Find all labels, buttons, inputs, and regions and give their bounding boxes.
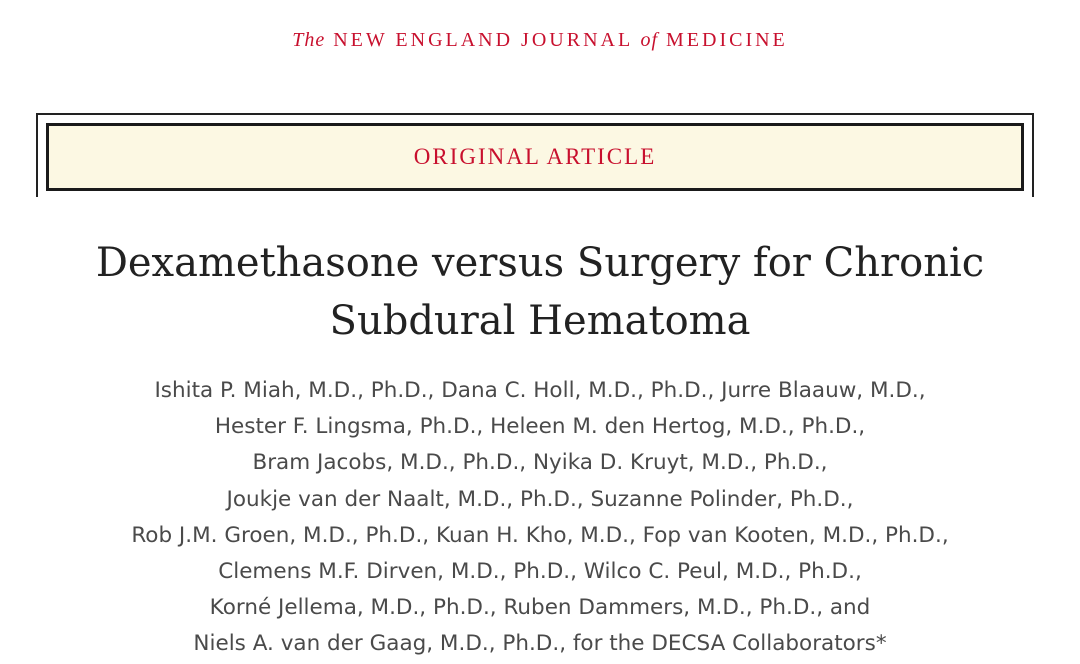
journal-name-part2: MEDICINE [666, 29, 788, 51]
author-list [10, 373, 1070, 663]
author-line: Rob J.M. Groen, M.D., Ph.D., Kuan H. Kho, M.D., Fop van Kooten, M.D., Ph.D., [131, 522, 949, 548]
author-line: Hester F. Lingsma, Ph.D., Heleen M. den Hertog, M.D., Ph.D., [214, 414, 866, 440]
article-type-label: ORIGINAL ARTICLE [413, 144, 657, 169]
author-line: Bram Jacobs, M.D., Ph.D., Nyika D. Kruyt, M.D., Ph.D., [252, 450, 828, 476]
author-line: Korné Jellema, M.D., Ph.D., Ruben Dammers, M.D., Ph.D., and [209, 595, 871, 621]
journal-name-part1: NEW ENGLAND JOURNAL [333, 29, 633, 51]
article-title-line: Dexamethasone versus Surgery for Chronic [95, 240, 985, 286]
article-title-line: Subdural Hematoma [329, 298, 751, 344]
author-line: Joukje van der Naalt, M.D., Ph.D., Suzanne Polinder, Ph.D., [226, 486, 854, 512]
article-type-banner [46, 123, 1024, 191]
journal-name-of: of [640, 29, 658, 51]
article-title [20, 234, 1060, 350]
author-line: Niels A. van der Gaag, M.D., Ph.D., for the DECSA Collaborators* [193, 631, 887, 657]
journal-name-the: The [292, 29, 326, 51]
author-line: Clemens M.F. Dirven, M.D., Ph.D., Wilco C. Peul, M.D., Ph.D., [218, 559, 862, 585]
author-line: Ishita P. Miah, M.D., Ph.D., Dana C. Holl, M.D., Ph.D., Jurre Blaauw, M.D., [154, 378, 926, 403]
journal-masthead [0, 28, 1080, 52]
